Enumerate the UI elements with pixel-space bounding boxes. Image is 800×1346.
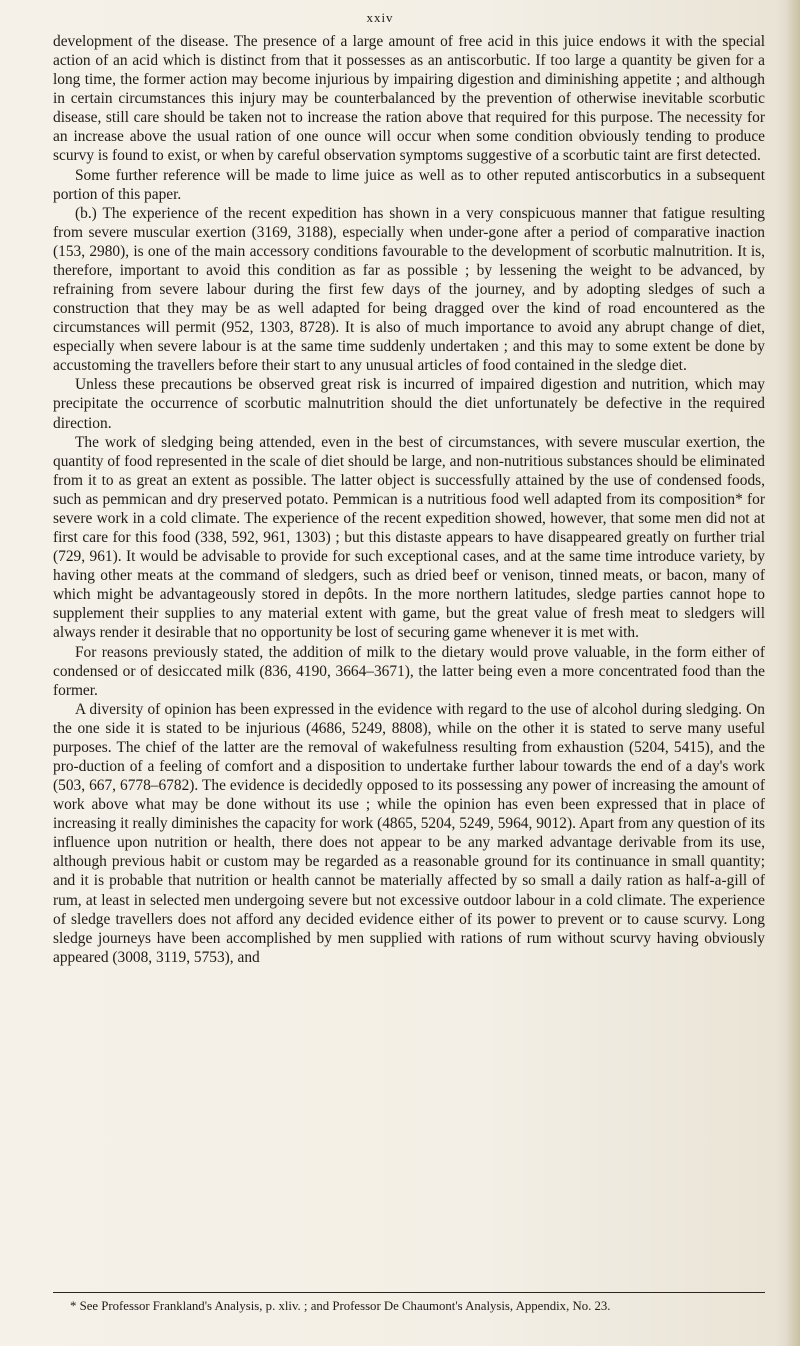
paragraph-further-reference: Some further reference will be made to lime juice as well as to other reputed antiscorbutics in a subsequent portion of this paper. (53, 166, 765, 203)
page-number: xxiv (366, 10, 394, 25)
paragraph-precautions: Unless these precautions be observed great risk is incurred of impaired digestion and nutrition, which may precipitate the occurrence of scorbutic malnutrition should the diet unfortunately be defective in the required direction. (53, 376, 765, 432)
paragraph-alcohol: A diversity of opinion has been expressed in the evidence with regard to the use of alcohol during sledging. On the one side it is stated to be injurious (4686, 5249, 8808), while on the other it is stated to serve many useful purposes. The chief of the latter are the removal of wakefulness resulting from exhaustion (5204, 5415), and the pro-duction of a feeling of comfort and a disposition to undertake further labour towards the end of a day's work (503, 667, 6778–6782). The evidence is decidedly opposed to its possessing any power of increasing the amount of work above what may be done without its use ; while the opinion has even been expressed that in place of increasing it really diminishes the capacity for work (4865, 5204, 5249, 5964, 9012). Apart from any question of its influence upon nutrition or health, there does not appear to be any marked advantage derivable from its use, although previous habit or custom may be regarded as a reasonable ground for its continuance in small quantity; and it is probable that nutrition or health cannot be materially affected by so small a daily ration as half-a-gill of rum, at least in selected men undergoing severe but not excessive outdoor labour in a cold climate. The experience of sledge travellers does not afford any decided evidence either of its power to prevent or to cause scurvy. Long sledge journeys have been accomplished by men supplied with rations of rum without scurvy having obviously appeared (3008, 3119, 5753), and (53, 700, 765, 966)
footnote: * See Professor Frankland's Analysis, p. xliv. ; and Professor De Chaumont's Analysis, Appendix, No. 23. (70, 1299, 611, 1313)
paragraph-section-b: (b.) The experience of the recent expedition has shown in a very conspicuous manner that fatigue resulting from severe muscular exertion (3169, 3188), especially when under-gone after a period of comparative inaction (153, 2980), is one of the main accessory conditions favourable to the development of scorbutic malnutrition. It is, therefore, important to avoid this condition as far as possible ; by lessening the weight to be advanced, by refraining from severe labour during the first few days of the journey, and by adopting sledges of such a construction that they may be as well adapted for being dragged over the kind of road encountered as the circumstances will permit (952, 1303, 8728). It is also of much importance to avoid any abrupt change of diet, especially when severe labour is at the same time suddenly undertaken ; and this may to some extent be done by accustoming the travellers before their start to any unusual articles of food contained in the sledge diet. (53, 204, 765, 375)
paragraph-milk: For reasons previously stated, the addition of milk to the dietary would prove valuable, in the form either of condensed or of desiccated milk (836, 4190, 3664–3671), the latter being even a more concentrated food than the former. (53, 643, 765, 699)
paragraph-sledging-work: The work of sledging being attended, even in the best of circumstances, with severe muscular exertion, the quantity of food represented in the scale of diet should be large, and non-nutritious substances should be eliminated from it to as great an extent as possible. The latter object is successfully attained by the use of condensed foods, such as pemmican and dry preserved potato. Pemmican is a nutritious food well adapted from its composition* for severe work in a cold climate. The experience of the recent expedition showed, however, that some men did not at first care for this food (338, 592, 961, 1303) ; but this distaste appears to have disappeared greatly on further trial (729, 961). It would be advisable to provide for such exceptional cases, and at the same time introduce variety, by having other meats at the command of sledgers, such as dried beef or venison, tinned meats, or bacon, many of which might be advantageously stored in depôts. In the more northern latitudes, sledge parties cannot hope to supplement their supplies to any material extent with game, but the great value of fresh meat to sledgers will always render it desirable that no opportunity be lost of securing game whenever it is met with. (53, 433, 765, 642)
body-text (53, 32, 765, 967)
page-edge-shadow (786, 0, 800, 1346)
footnote-divider (53, 1292, 765, 1293)
paragraph-development: development of the disease. The presence of a large amount of free acid in this juice endows it with the special action of an acid which is distinct from that it possesses as an antiscorbutic. If too large a quantity be given for a long time, the former action may become injurious by impairing digestion and diminishing appetite ; and although in certain circumstances this injury may be counterbalanced by the prevention of otherwise inevitable scorbutic disease, still care should be taken not to increase the ration above that required for this purpose. The necessity for an increase above the usual ration of one ounce will occur when some condition obviously tending to produce scurvy is found to exist, or when by careful observation symptoms suggestive of a scorbutic taint are first detected. (53, 33, 765, 165)
